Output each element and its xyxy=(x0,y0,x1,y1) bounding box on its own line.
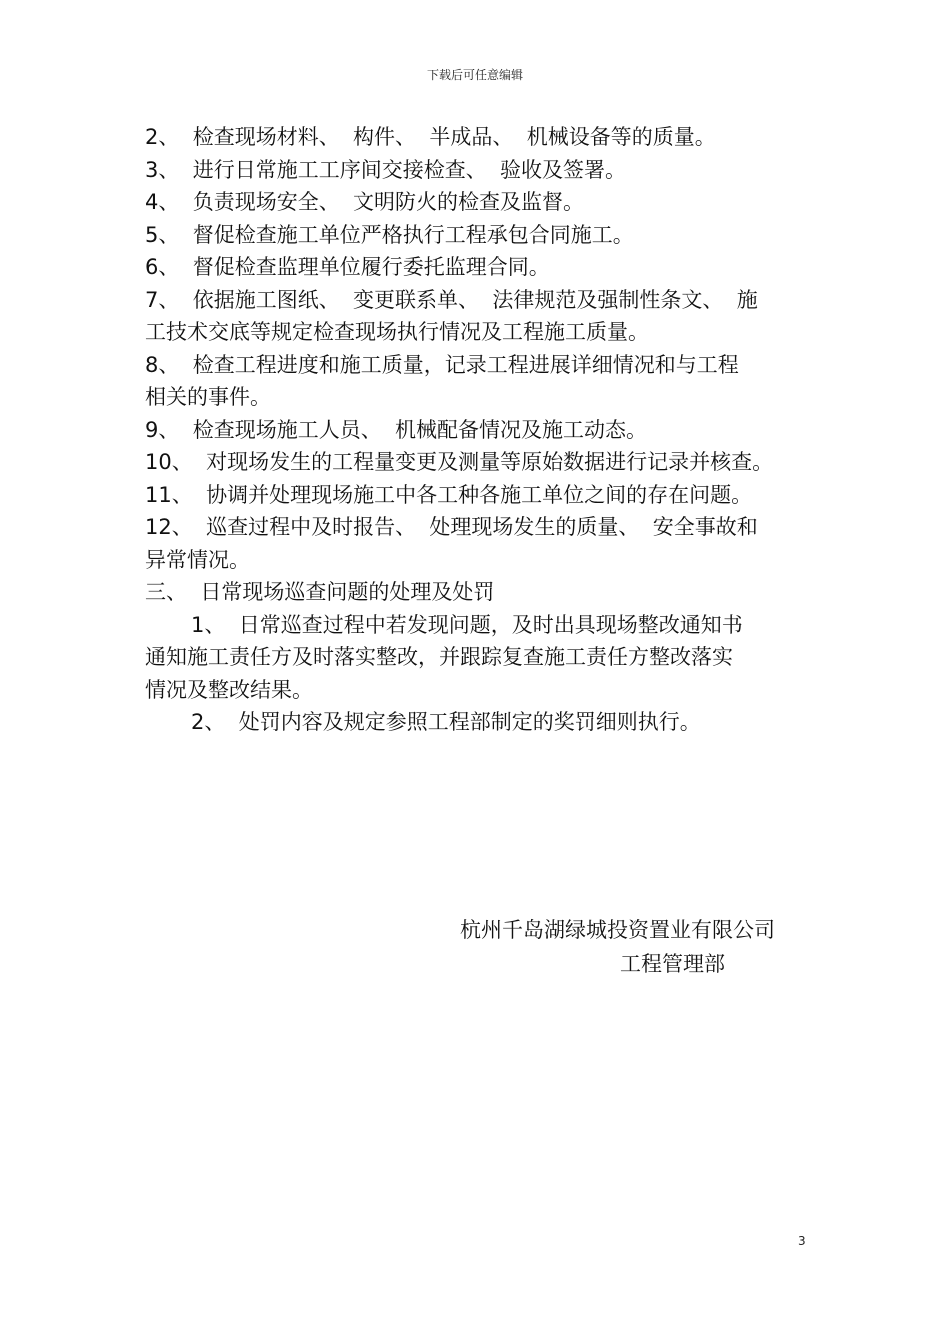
list-item: 8、 检查工程进度和施工质量，记录工程进展详细情况和与工程 xyxy=(145,352,739,377)
list-item-continuation: 相关的事件。 xyxy=(145,385,271,409)
signature-company: 杭州千岛湖绿城投资置业有限公司 xyxy=(460,918,775,942)
list-item: 3、 进行日常施工工序间交接检查、 验收及签署。 xyxy=(145,157,627,182)
paragraph-continuation: 通知施工责任方及时落实整改，并跟踪复查施工责任方整改落实 xyxy=(145,645,733,669)
list-item: 6、 督促检查监理单位履行委托监理合同。 xyxy=(145,255,550,279)
list-item: 5、 督促检查施工单位严格执行工程承包合同施工。 xyxy=(145,222,634,247)
document-body xyxy=(145,121,815,739)
list-item: 10、 对现场发生的工程量变更及测量等原始数据进行记录并核查。 xyxy=(145,450,774,474)
list-item: 9、 检查现场施工人员、 机械配备情况及施工动态。 xyxy=(145,417,648,442)
header-note: 下载后可任意编辑 xyxy=(426,68,523,82)
signature-department: 工程管理部 xyxy=(620,952,725,976)
list-item-continuation: 异常情况。 xyxy=(145,547,250,572)
list-item: 7、 依据施工图纸、 变更联系单、 法律规范及强制性条文、 施 xyxy=(145,287,758,312)
list-item: 11、 协调并处理现场施工中各工种各施工单位之间的存在问题。 xyxy=(145,482,753,507)
list-item-continuation: 工技术交底等规定检查现场执行情况及工程施工质量。 xyxy=(145,320,649,344)
page-number: 3 xyxy=(798,1234,806,1248)
list-item: 4、 负责现场安全、 文明防火的检查及监督。 xyxy=(145,190,585,214)
list-item: 12、 巡查过程中及时报告、 处理现场发生的质量、 安全事故和 xyxy=(145,515,758,539)
paragraph-continuation: 情况及整改结果。 xyxy=(145,677,313,702)
section-title: 三、 日常现场巡查问题的处理及处罚 xyxy=(145,580,495,604)
list-item: 2、 检查现场材料、 构件、 半成品、 机械设备等的质量。 xyxy=(145,125,716,149)
paragraph: 2、 处罚内容及规定参照工程部制定的奖罚细则执行。 xyxy=(191,710,701,734)
paragraph: 1、 日常巡查过程中若发现问题，及时出具现场整改通知书 xyxy=(191,612,743,637)
